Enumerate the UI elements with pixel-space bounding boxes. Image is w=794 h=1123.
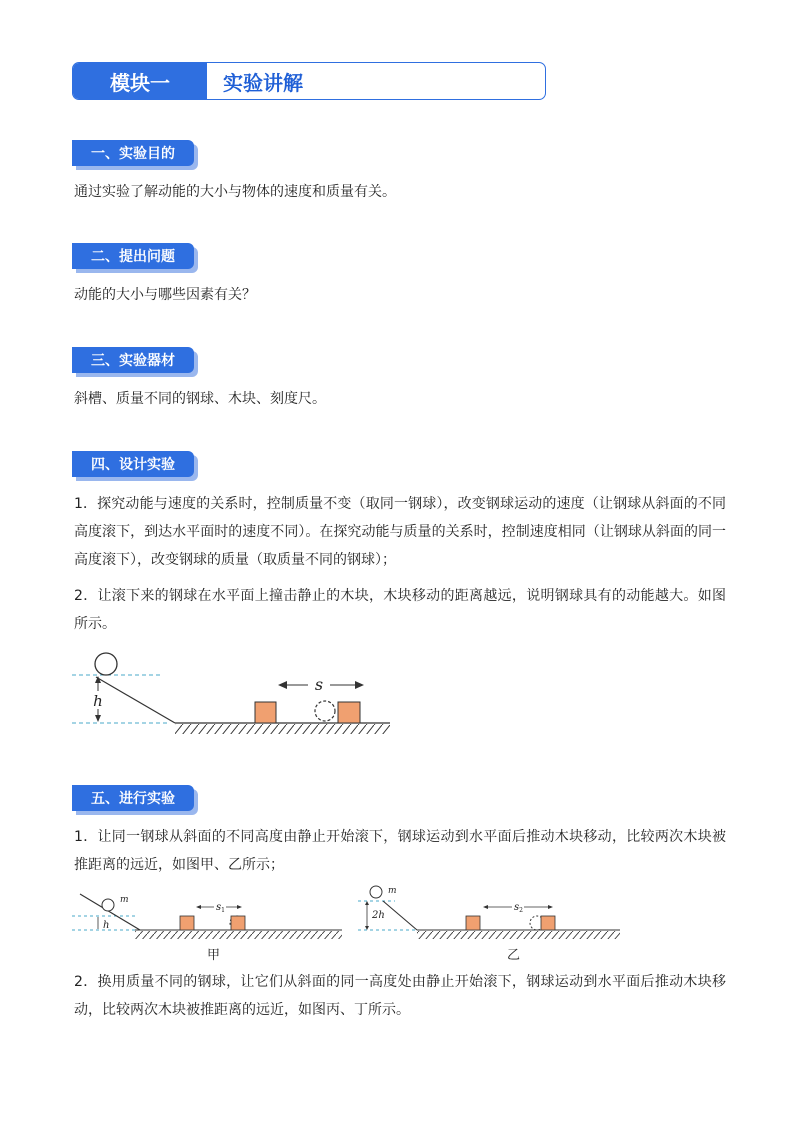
svg-text:s1: $s_1$ xyxy=(216,902,225,914)
wood-block xyxy=(255,702,276,723)
section-text-question: 动能的大小与哪些因素有关？ xyxy=(74,287,256,303)
svg-text:s2: $s_2$ xyxy=(514,902,523,914)
caption-jia: 甲 xyxy=(207,948,221,963)
section-text-purpose: 通过实验了解动能的大小与物体的速度和质量有关。 xyxy=(74,184,396,200)
section-heading-purpose: 一、实验目的 xyxy=(72,140,196,168)
experiment-paragraph-2: 2．换用质量不同的钢球，让它们从斜面的同一高度处由静止开始滚下，钢球运动到水平面后推动木块移动，比较两次木块被推距离的远近，如图丙、丁所示。 xyxy=(74,974,726,1018)
height-label: h xyxy=(93,692,103,710)
experiment-paragraph-1: 1．让同一钢球从斜面的不同高度由静止开始滚下，钢球运动到水平面后推动木块移动，比较两次木块被推距离的远近，如图甲、乙所示； xyxy=(74,829,726,873)
kinetic-energy-diagram xyxy=(70,645,400,745)
section-heading-experiment: 五、进行实验 xyxy=(72,785,196,813)
section-heading-equipment: 三、实验器材 xyxy=(72,347,196,375)
svg-text:h: h xyxy=(103,920,110,931)
svg-text:m: m xyxy=(120,895,129,905)
section-heading-design: 四、设计实验 xyxy=(72,451,196,479)
svg-text:m: m xyxy=(388,886,397,896)
module-title: 实验讲解 xyxy=(223,70,303,95)
module-tab: 模块一 xyxy=(73,63,207,99)
section-text-equipment: 斜槽、质量不同的钢球、木块、刻度尺。 xyxy=(74,391,326,407)
caption-yi: 乙 xyxy=(507,948,521,963)
module-header xyxy=(72,62,546,100)
figure-jia xyxy=(70,886,345,942)
design-paragraph-1: 1．探究动能与速度的关系时，控制质量不变（取同一钢球），改变钢球运动的速度（让钢球从斜面的不同高度滚下，到达水平面时的速度不同）。在探究动能与质量的关系时，控制速度相同（让钢球从斜面的同一高度滚下），改变钢球的质量（取质量不同的钢球）； xyxy=(74,496,726,568)
ball-jia xyxy=(102,899,114,911)
figure-yi xyxy=(355,884,625,942)
svg-text:2h: 2h xyxy=(372,910,385,921)
steel-ball xyxy=(95,653,117,675)
ball-dashed xyxy=(315,701,335,721)
section-heading-question: 二、提出问题 xyxy=(72,243,196,271)
ball-yi xyxy=(370,886,382,898)
wood-block-moved xyxy=(338,702,360,723)
design-paragraph-2: 2．让滚下来的钢球在水平面上撞击静止的木块，木块移动的距离越远，说明钢球具有的动能越大。如图所示。 xyxy=(74,588,726,632)
distance-label: s xyxy=(314,675,324,694)
